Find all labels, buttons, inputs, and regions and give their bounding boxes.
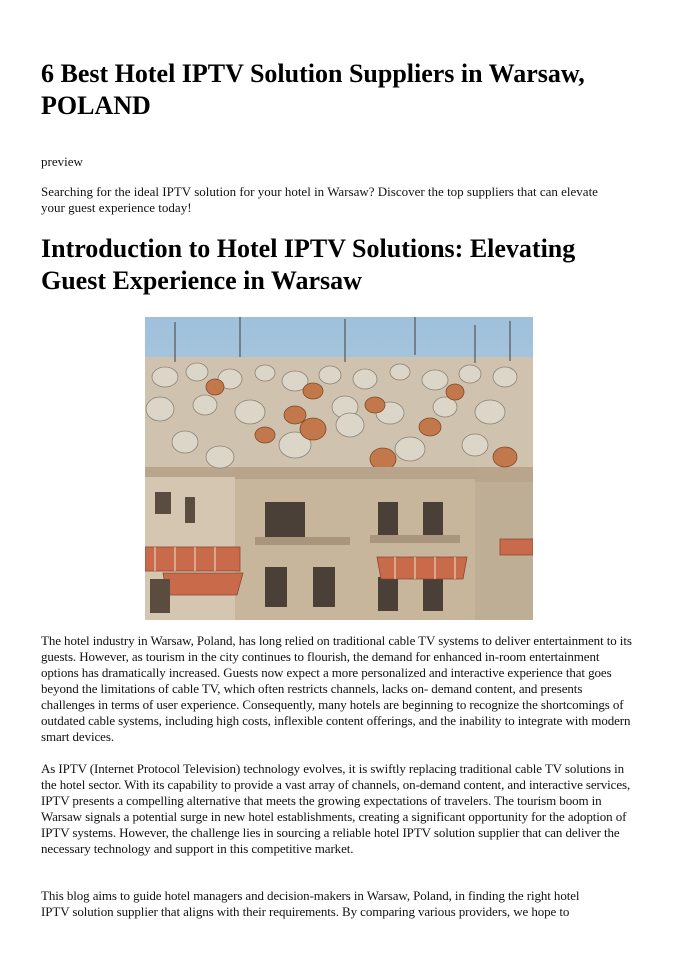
body-paragraph: The hotel industry in Warsaw, Poland, has long relied on traditional cable TV systems to deliver entertainment to its guests. However, as tourism in the city continues to flourish, the demand for enhanced in-room entertainment options has dramatically increased. Guests now expect a more personalized and interactive experience that goes beyond the limitations of cable TV, which often restricts channels, lacks on- demand content, and presents challenges in terms of user experience. Consequently, many hotels are beginning to recognize the shortcomings of outdated cable systems, including high costs, inflexible content offerings, and the inability to integrate with modern smart devices. <box>41 633 632 744</box>
preview-label: preview <box>41 154 83 169</box>
satellite-dishes-photo <box>145 317 533 620</box>
body-paragraph: As IPTV (Internet Protocol Television) technology evolves, it is swiftly replacing traditional cable TV solutions in the hotel sector. With its capability to provide a vast array of channels, on-demand content, and interactive services, IPTV presents a compelling alternative that meets the growing expectations of travelers. The tourism boom in Warsaw signals a potential surge in new hotel establishments, creating a significant opportunity for the adoption of IPTV systems. However, the challenge lies in sourcing a reliable hotel IPTV solution supplier that can deliver the necessary technology and support in this competitive market. <box>41 761 631 856</box>
body-paragraph: This blog aims to guide hotel managers and decision-makers in Warsaw, Poland, in finding the right hotel IPTV solution supplier that aligns with their requirements. By comparing various providers, we hope to <box>41 888 580 919</box>
section-heading: Introduction to Hotel IPTV Solutions: Elevating Guest Experience in Warsaw <box>41 234 576 295</box>
intro-paragraph: Searching for the ideal IPTV solution for your hotel in Warsaw? Discover the top suppliers that can elevate your guest experience today! <box>41 184 598 215</box>
page-title: 6 Best Hotel IPTV Solution Suppliers in Warsaw, POLAND <box>41 59 585 120</box>
